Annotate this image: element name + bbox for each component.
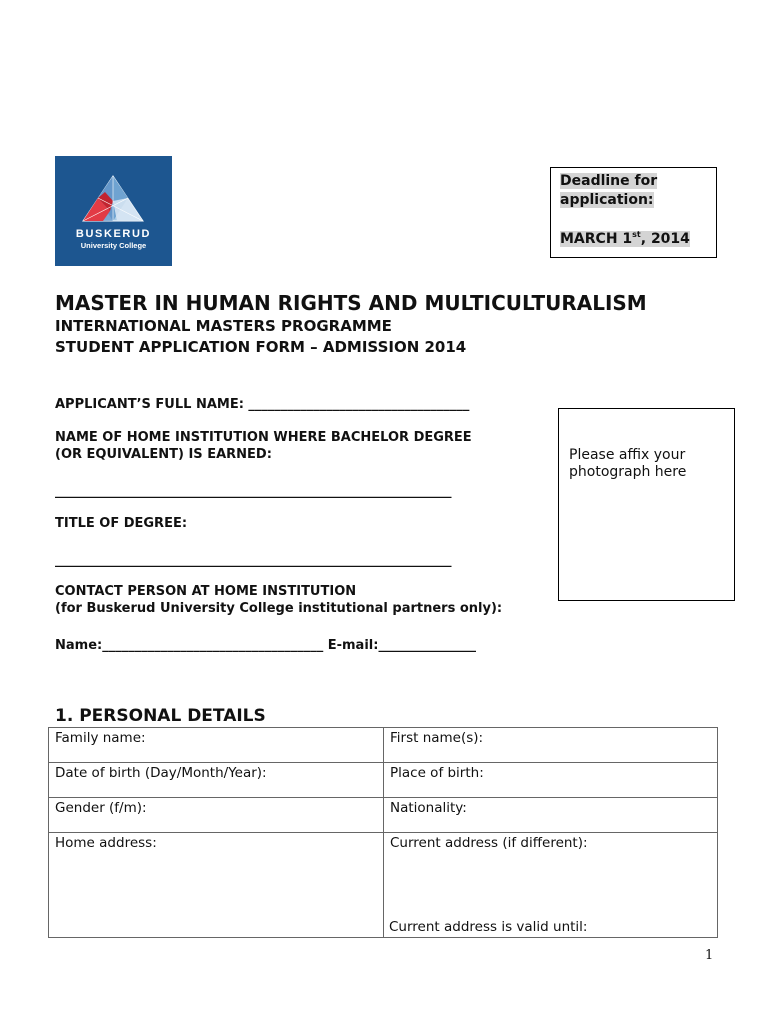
place-of-birth-cell[interactable]: Place of birth: <box>384 763 718 798</box>
contact-label-line2: (for Buskerud University College institutional partners only): <box>55 601 503 616</box>
full-name-field[interactable]: APPLICANT’S FULL NAME: __________________________________ <box>55 397 470 412</box>
photo-box <box>558 408 735 601</box>
page-number: 1 <box>705 948 714 963</box>
form-subtitle: STUDENT APPLICATION FORM – ADMISSION 2014 <box>55 338 467 356</box>
degree-label: TITLE OF DEGREE: <box>55 516 188 531</box>
logo-name: BUSKERUD <box>75 228 152 240</box>
current-address-label: Current address (if different): <box>390 835 588 851</box>
contact-label-line1: CONTACT PERSON AT HOME INSTITUTION <box>55 584 357 599</box>
nationality-cell[interactable]: Nationality: <box>384 798 718 833</box>
institution-field[interactable]: _____________________________________________________________ <box>55 484 452 499</box>
gender-cell[interactable]: Gender (f/m): <box>49 798 384 833</box>
page-title: MASTER IN HUMAN RIGHTS AND MULTICULTURALISM <box>55 291 647 315</box>
current-address-valid-label[interactable]: Current address is valid until: <box>389 919 588 935</box>
programme-subtitle: INTERNATIONAL MASTERS PROGRAMME <box>55 317 392 335</box>
logo-subtitle: University College <box>80 241 147 250</box>
date-of-birth-cell[interactable]: Date of birth (Day/Month/Year): <box>49 763 384 798</box>
family-name-cell[interactable]: Family name: <box>49 728 384 763</box>
photo-instruction: Please affix your photograph here <box>569 447 687 480</box>
home-address-cell[interactable]: Home address: <box>49 833 384 938</box>
university-logo <box>55 156 172 266</box>
institution-label-line2: (OR EQUIVALENT) IS EARNED: <box>55 447 272 462</box>
deadline-label: Deadline for application: <box>560 173 658 208</box>
section-title: 1. PERSONAL DETAILS <box>55 706 266 726</box>
degree-field[interactable]: _____________________________________________________________ <box>55 553 452 568</box>
deadline-box <box>550 167 717 258</box>
first-names-cell[interactable]: First name(s): <box>384 728 718 763</box>
personal-details-table <box>48 727 718 938</box>
contact-name-email-field[interactable]: Name:__________________________________ E-mail:_______________ <box>55 638 476 653</box>
institution-label-line1: NAME OF HOME INSTITUTION WHERE BACHELOR DEGREE <box>55 430 472 445</box>
deadline-date: MARCH 1st, 2014 <box>560 230 690 247</box>
